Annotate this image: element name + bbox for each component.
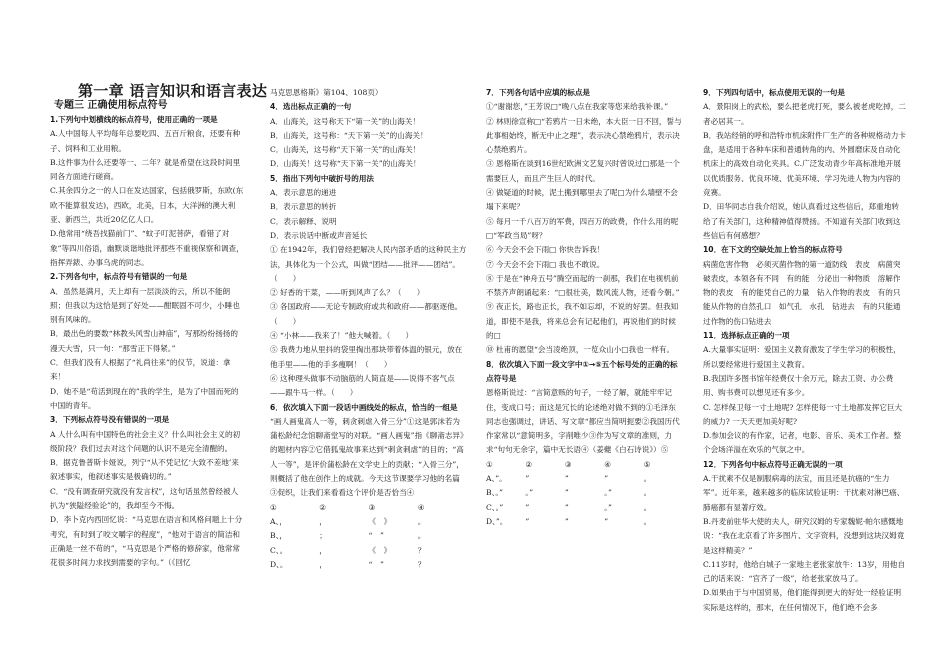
- question-text: C. 怎样保卫每一寸土地呢? 怎样使每一寸土地都发挥它巨大的威力? 一天天更加美好呢?: [703, 402, 903, 426]
- question-heading: 4．选出标点正确的一句: [270, 102, 352, 112]
- answer-choice-cell: ①: [270, 502, 277, 512]
- answer-choice-cell: ③: [368, 502, 376, 512]
- question-text: B．据克鲁普斯卡娅说，列宁“从不凭记忆‘大致不差地’来叙述事实，他叙述事实是极确切的。”: [50, 458, 239, 482]
- question-text: ④ 做疑道的时候，泥土搬到哪里去了呢□为什么墙壁不会塌下来呢？: [486, 188, 678, 212]
- answer-choice-cell: 。: [643, 474, 652, 484]
- question-text: 恩格斯说过：“言简意赅的句子，一经了解，就能牢牢记住，变成口号；而这是冗长的论述绝对做不到的①毛泽东同志也强调过，讲话、写文章“都应当简明扼要②我国历代作家常以“意简明多，字削唯少③作为写文章的准则，力求“句句无余字，篇中无长语④（姜夔《白石诗说》）⑤: [486, 388, 680, 455]
- question-text: B.这件事为什么还要等一、二年？就是希望在这段时间里同各方面进行磋商。: [50, 157, 241, 182]
- question-heading: 7．下列各句话中应填的标点是: [486, 88, 591, 97]
- question-text: D．表示说话中断或声音延长: [270, 230, 368, 240]
- question-text: ⑧ 于是在“神舟五号”腾空而起的一刹那，我们在电视机前不禁齐声朗诵起来：“□很壮美，数风流人物，还看今朝。”: [486, 273, 680, 298]
- answer-choice-cell: ？: [417, 545, 426, 555]
- question-text: ③ 各国政府——无论专制政府或共和政府——都驱逐他。（ ）: [270, 302, 463, 326]
- question-text: C．表示解释、说明: [270, 216, 337, 226]
- answer-choice-cell: ”: [564, 474, 569, 484]
- answer-choice-cell: ”: [604, 474, 609, 484]
- question-text: D．山海关！这号称“天下第一关”的山海关！: [270, 159, 421, 169]
- answer-choice-cell: A、”。: [486, 474, 507, 484]
- question-text: B．表示意思的转折: [270, 202, 337, 212]
- answer-choice-cell: ？: [417, 559, 426, 569]
- question-text: ⑩ 杜甫的愿望“会当凌绝顶，一览众山小□我也一样有。: [486, 345, 675, 355]
- question-text: A 人什么叫有中国特色的社会主义？什么叫社会主义的初级阶段？我们过去对这个问题的认识不是完全清醒的。: [50, 429, 241, 453]
- answer-choice-cell: D、。: [270, 559, 288, 569]
- answer-choice-cell: 。”: [604, 488, 612, 498]
- question-text: 病菌危害作物 必须灭菌作物的第一道防线 表皮 病菌突破表皮，本领各有不同 有的能 分泌出一种物质 溶解作物的表皮 有的能凭自己的力量 钻入作物的表皮 有的只能从作物的自然孔口 如气孔 水孔 钻进去 有的只能通过作物的伤口钻进去: [703, 259, 901, 326]
- question-text: A．景阳岗上的武松，要么把老虎打死，要么被老虎吃掉，二者必居其一。: [703, 102, 906, 126]
- answer-choice-cell: B、。”: [486, 488, 504, 498]
- question-heading: 10．在下文的空缺处加上恰当的标点符号: [703, 245, 843, 255]
- question-text: 马克思恩格斯》第104、108页）: [270, 88, 383, 97]
- answer-choice-cell: 。: [417, 516, 426, 526]
- answer-choice-cell: ；: [319, 531, 327, 541]
- question-text: C.11岁时，他给白城子一家地主老张家放牛：13岁，用他自己的话来说：“官齐了一级”，给老张家放马了。: [703, 559, 905, 584]
- answer-choice-cell: ”: [525, 474, 530, 484]
- question-heading: 3．下列标点符号没有错误的一项是: [50, 415, 170, 425]
- question-text: D．田华同志自我介绍说，她认真看过这些信后，郑重地转给了有关部门，这种精神值得赞扬。不知道有关部门收到这些信后有何感想？: [703, 202, 901, 240]
- question-text: A．表示意思的递进: [270, 188, 337, 198]
- question-text: B．最出色的要数“林教头风雪山神庙”，写那纷纷扬扬的漫天大雪，只一句：“那雪正下得紧。”: [50, 329, 238, 353]
- answer-choice-cell: ”: [564, 488, 569, 498]
- question-text: A．山海关，这号称天下“第一关”的山海关！: [270, 116, 420, 126]
- question-heading: 11．选择标点正确的一项: [703, 331, 790, 341]
- answer-choice-cell: 《 》: [368, 516, 392, 526]
- answer-choice-cell: ，: [319, 516, 327, 526]
- answer-choice-cell: ，: [319, 545, 327, 555]
- question-text: C．“没有调查研究就没有发言权”，这句话虽然曾经被人扒为“狭隘经验论”的，我却至今不悔。: [50, 486, 239, 511]
- answer-choice-row: [486, 501, 683, 515]
- answer-choice-cell: ”: [525, 502, 530, 512]
- question-heading: 12．下列各句中标点符号正确无误的一项: [703, 459, 843, 469]
- question-text: B.我国许多图书馆年经费仅十余万元，除去工资、办公费用、购书费可以想见还有多少。: [703, 373, 894, 398]
- question-text: D.参加会议的有作家，记者，电影、音乐、美术工作者。整个会场洋溢在欢乐的气氛之中。: [703, 431, 902, 455]
- question-heading: 1.下列句中划横线的标点符号，使用正确的一项是: [50, 115, 218, 124]
- question-text: B.丹麦前驻华大使的夫人，研究汉姆的专家魏妮·帕尔感慨地说：“我在北京看了许多图片、文字资料，没想到这块汉姆竟是这样精美？”: [703, 516, 905, 555]
- answer-choice-cell: B、，: [270, 531, 287, 541]
- column-4: [703, 86, 906, 615]
- question-text: ② 林则徐宣称□“若鸦片一日未绝，本大臣一日不回，誓与此事相始终，断无中止之理”，表示决心禁绝鸦片，表示决心禁绝鸦片。: [486, 116, 682, 155]
- question-text: ⑤ 我费力地从里抖的袋里掏出那块带着体温的银元，放在他手里——他的手多瘦啊！（ ）: [270, 345, 463, 369]
- question-text: ④ “小林——我来了！”他大喊着。（ ）: [270, 331, 414, 341]
- question-text: ③ 恩格斯在谈到16世纪欧洲文艺复兴时曾说过□那是一个需要巨人，而且产生巨人的时代。: [486, 159, 680, 183]
- question-text: “画人画鬼高人一等，刺贪刺虐入骨三分”①这是郭沫若为蒲松龄纪念馆聊斋堂写的对联。“画人画鬼”指《聊斋志异》的题材内容②它借狐鬼故事来达到“刺贪刺虐”的目的；“高人一等”，是评价蒲松龄在文学史上的贡献；“入骨三分”，则概括了他在创作上的成就。今天这节课要学习他的名篇③促织，让我们来看看这个评价是否恰当④: [270, 416, 464, 498]
- question-text: B．我站经销的呼和浩特市机床附件厂生产的各种规格动力卡盘，是适用于各种车床和普通转角的内、外圆磨床及自动化机床上的高效自动化夹具。C.广泛发动青少年高标准地开展以优质服务、优良环境、优美环境、学习先进人物为内容的竞赛。: [703, 130, 907, 198]
- question-text: D.他常用“绕吾找猫前门”、“蚊子叮泥菩萨，看错了对象”等四川俗语，幽默谈谐地批评那些不重视保察和调查，指挥弄錶、办事乌虎的同志。: [50, 229, 244, 267]
- answer-choice-cell: 。: [643, 502, 652, 512]
- answer-choice-cell: ”: [564, 502, 569, 512]
- answer-choice-row: [486, 515, 683, 529]
- answer-choice-cell: ②: [525, 459, 533, 469]
- answer-choice-row: [270, 515, 467, 529]
- answer-choice-cell: ⑤: [643, 459, 651, 469]
- answer-choice-cell: ”: [564, 516, 569, 526]
- column-2: [270, 86, 467, 572]
- answer-choice-cell: C、。”: [486, 502, 504, 512]
- answer-choice-row: [270, 501, 467, 515]
- question-heading: 5．指出下列句中破折号的用法: [270, 173, 375, 183]
- answer-choice-row: [270, 529, 467, 543]
- question-text: C．但我们没有人根据了“礼尚往来”的仪节，说道：拿来！: [50, 358, 231, 382]
- section-subtitle: 专题三 正确使用标点符号: [54, 100, 168, 111]
- answer-choice-cell: ，: [319, 559, 327, 569]
- question-heading: 8．依次填入下面一段文字中①→⑤五个标号处的正确的标点符号是: [486, 359, 678, 383]
- answer-choice-cell: 《 》: [368, 545, 392, 555]
- answer-choice-cell: ②: [319, 502, 327, 512]
- question-text: ② 好香的干菜，——听到风声了么？（ ）: [270, 288, 425, 298]
- answer-choice-row: [486, 472, 683, 486]
- answer-choice-cell: C、。: [270, 545, 288, 555]
- question-heading: 2.下列各句中，标点符号有错误的一句是: [50, 272, 188, 282]
- answer-choice-cell: 。: [643, 488, 652, 498]
- question-text: D.如果由于与中国贸易，他们能得到更大的好处一经验证明实际是这样的，那末，在任何情况下，他们绝不会多: [703, 588, 902, 612]
- column-3: [486, 86, 683, 529]
- question-text: ⑤ 每月一千八百万的军费，四百万的政费，作什么用的呢□“军政当局”呀？: [486, 216, 679, 240]
- answer-choice-cell: ③: [564, 459, 572, 469]
- answer-choice-cell: D、”。: [486, 516, 508, 526]
- question-text: D．她不是“苟活到现在的”我的学生，是为了中国而死的中国的青年。: [50, 386, 239, 410]
- question-text: A．虽然是满月，天上却有一层淡淡的云，所以不能朗照；但我以为这恰是到了好处——酣眠固不可少，小睡也别有风味的。: [50, 286, 240, 325]
- answer-choice-cell: 。: [643, 516, 652, 526]
- column-1: [50, 113, 245, 571]
- answer-choice-cell: 。”: [525, 488, 534, 498]
- answer-choice-cell: “ ”: [368, 559, 384, 569]
- answer-choice-cell: ④: [417, 502, 425, 512]
- question-text: ⑥ 这种理头做事不动脑筋的人简直是——说得不客气点——跟牛马一样。（ ）: [270, 373, 455, 398]
- answer-choice-cell: ”: [525, 516, 530, 526]
- question-text: ①“谢谢您，”王芳说□“晚八点在我家等您来给我补课。”: [486, 102, 669, 112]
- question-text: D．李卜克内西回忆说：“马克思在语言和风格问题上十分考究，有时到了咬文嚼字的程度”，“他对于语言的简洁和正确是一丝不苟的”，“马克思是个严格的修辞家，他常常花很多时间力求找到需要的字句。”（《回忆: [50, 515, 243, 568]
- answer-choice-row: [270, 558, 467, 572]
- question-text: A.干扰素不仅是制服病毒的法宝，而且还是抗癌的“生力军”。近年来，越来越多的临床试验证明：干扰素对淋巴癌、肺癌都有显著疗效。: [703, 474, 905, 512]
- question-text: ① 在1942年，我们曾经把解决人民内部矛盾的这种民主方法，具体化为一个公式，叫做“团结——批评——团结”。（ ）: [270, 245, 467, 283]
- answer-choice-cell: ④: [604, 459, 612, 469]
- question-text: ⑥ 今天会不会下雨□ 你快告诉我！: [486, 245, 605, 255]
- question-text: C.其余四分之一的人口在发达国家，包括俄罗斯，东欧(东欧不能算很发达)，西欧，北美，日本，大洋洲的澳大利亚、新西兰，共近20亿亿人口。: [50, 186, 244, 225]
- answer-choice-cell: ①: [486, 459, 493, 469]
- question-text: A.大量事实证明：爱国主义教育激发了学生学习的积极性，所以要经常进行爱国主义教育。: [703, 345, 901, 369]
- question-text: A.人中国每人平均每年总要吃四、五百斤粮食，还要有种子、饲料和工业用粮。: [50, 129, 241, 153]
- answer-choice-row: [486, 486, 683, 500]
- question-heading: 6．依次填入下面一段话中画线处的标点，恰当的一组是: [270, 402, 458, 412]
- answer-choice-row: [270, 544, 467, 558]
- answer-choice-cell: A、，: [270, 516, 287, 526]
- answer-choice-cell: 。: [417, 531, 426, 541]
- question-text: ⑨ 夜正长，路也正长，我不如忘却，不说的好罢。但我知道，即使不是我，将来总会有记起他们，再说他们的时候的□: [486, 302, 679, 341]
- question-text: B．山海关，这号称：“天下第一关”的山海关！: [270, 130, 428, 140]
- question-text: ⑦ 今天会不会下雨□ 我也不敢说。: [486, 259, 605, 269]
- chapter-title: 第一章 语言知识和语言表达: [78, 82, 268, 100]
- answer-choice-cell: ”: [604, 516, 609, 526]
- question-text: C．山海关，这号称“天下第一关”的山海关！: [270, 145, 421, 155]
- answer-choice-cell: “ ”: [368, 531, 384, 541]
- question-heading: 9．下列四句话中，标点使用无误的一句是: [703, 88, 845, 97]
- answer-choice-cell: 。”: [604, 502, 612, 512]
- answer-choice-row: [486, 458, 683, 472]
